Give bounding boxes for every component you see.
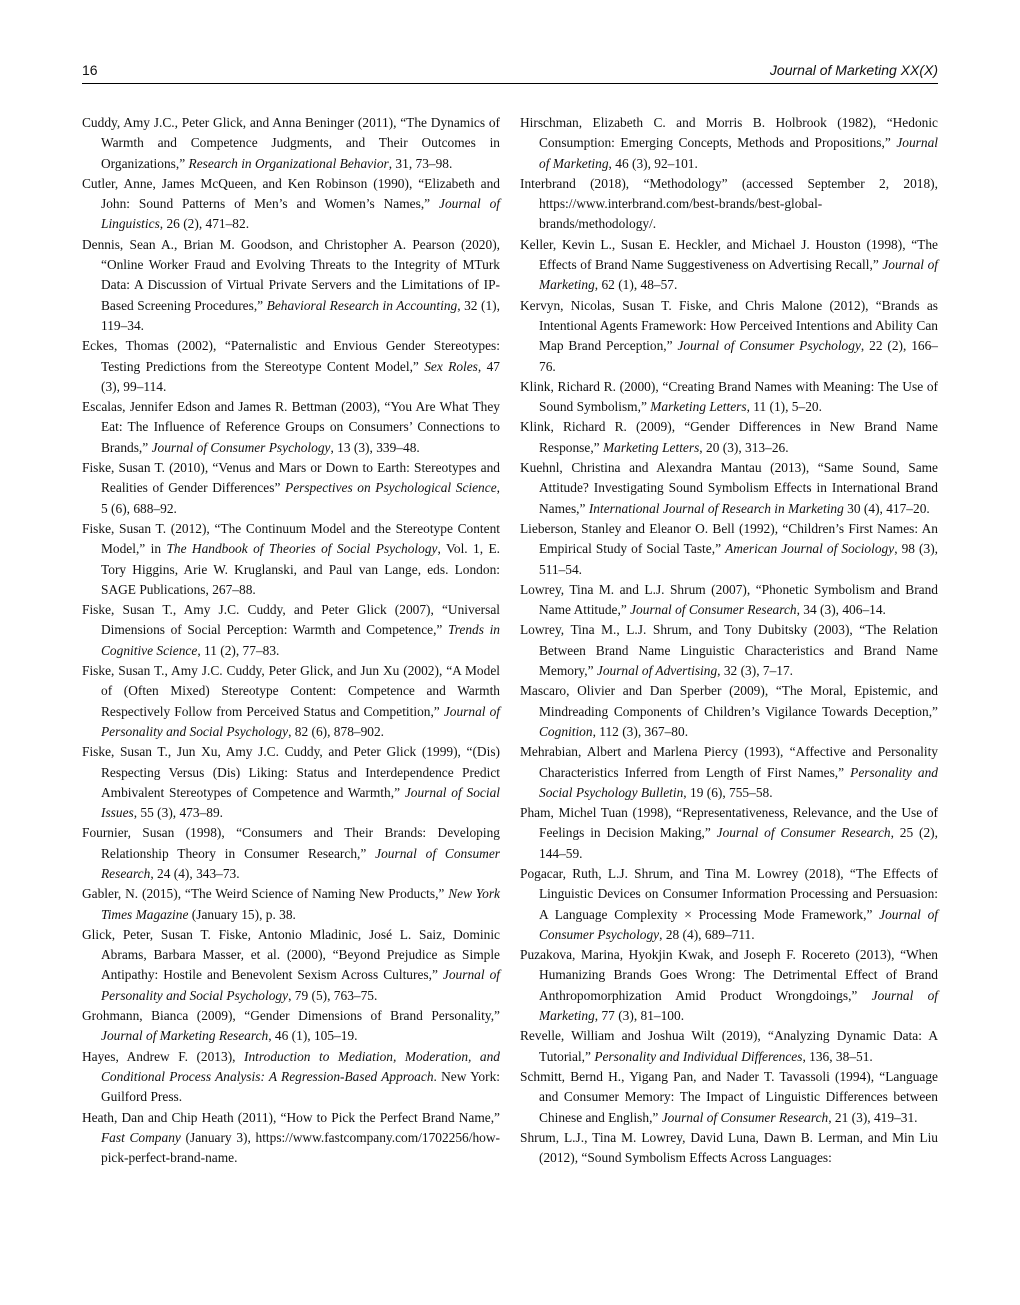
reference-text: Lowrey, Tina M., L.J. Shrum, and Tony Dubitsky (2003), “The Relation Between Brand Name Linguistic Characteristics and Brand Name Memory,” [520, 622, 938, 679]
reference-source-title: Research in Organizational Behavior [188, 155, 389, 171]
reference-source-title: Cognition [539, 723, 593, 739]
reference-citation-details: , 98 (3), 511–54. [539, 541, 938, 577]
reference-citation-details: , 32 (1), 119–34. [101, 297, 500, 333]
reference-text: Mascaro, Olivier and Dan Sperber (2009), “The Moral, Epistemic, and Mindreading Components of Children’s Vigilance Towards Deception,” [520, 683, 938, 719]
reference-source-title: Trends in Cognitive Science [101, 622, 500, 658]
reference-entry [82, 336, 500, 397]
reference-source-title: Journal of Consumer Research [661, 1109, 829, 1125]
reference-source-title: Marketing Letters [602, 439, 700, 455]
reference-citation-details: (January 3), https://www.fastcompany.com/1702256/how-pick-perfect-brand-name. [101, 1129, 500, 1166]
reference-entry [520, 681, 938, 742]
reference-text: Puzakova, Marina, Hyokjin Kwak, and Joseph F. Rocereto (2013), “When Humanizing Brands Goes Wrong: The Detrimental Effect of Brand Anthropomorphization Amid Product Wrongdoings,” [520, 947, 938, 1003]
reference-text: Fiske, Susan T. (2010), “Venus and Mars or Down to Earth: Stereotypes and Realities of Gender Differences” [82, 460, 500, 496]
reference-entry [82, 1108, 500, 1169]
reference-source-title: Journal of Consumer Research [101, 845, 500, 881]
reference-text: Revelle, William and Joshua Wilt (2019), “Analyzing Dynamic Data: A Tutorial,” [520, 1028, 938, 1064]
reference-entry [520, 1026, 938, 1067]
reference-text: Fiske, Susan T., Amy J.C. Cuddy, and Peter Glick (2007), “Universal Dimensions of Social Perception: Warmth and Competence,” [82, 602, 500, 638]
reference-citation-details: , 55 (3), 473–89. [133, 805, 223, 821]
reference-entry [520, 1128, 938, 1169]
reference-source-title: Journal of Consumer Psychology [677, 338, 861, 354]
reference-source-title: Journal of Marketing [539, 257, 938, 293]
reference-citation-details: , 46 (3), 92–101. [608, 155, 698, 171]
reference-source-title: Journal of Marketing Research [101, 1028, 269, 1044]
reference-source-title: Sex Roles [424, 358, 478, 374]
reference-text: Fiske, Susan T., Jun Xu, Amy J.C. Cuddy, and Peter Glick (1999), “(Dis) Respecting Versus (Dis) Liking: Status and Interdependence Predict Ambivalent Stereotypes of Competence and Warmth,” [82, 744, 500, 800]
reference-source-title: Journal of Personality and Social Psychology [101, 703, 500, 739]
reference-citation-details: , 31, 73–98. [388, 155, 453, 171]
reference-text: Pogacar, Ruth, L.J. Shrum, and Tina M. Lowrey (2018), “The Effects of Linguistic Devices on Consumer Information Processing and Persuasion: A Language Complexity × Processing Mode Framework,” [520, 865, 938, 922]
reference-citation-details: , 46 (1), 105–19. [268, 1028, 358, 1044]
reference-entry [520, 742, 938, 803]
reference-entry [520, 1067, 938, 1128]
reference-column-right [520, 113, 938, 1168]
reference-text: Interbrand (2018), “Methodology” (accessed September 2, 2018), https://www.interbrand.com/best-brands/best-global-brands/methodology/. [520, 175, 938, 232]
reference-source-title: Personality and Individual Differences [594, 1048, 803, 1064]
reference-entry [520, 174, 938, 235]
reference-text: Cuddy, Amy J.C., Peter Glick, and Anna Beninger (2011), “The Dynamics of Warmth and Competence Judgments, and Their Outcomes in Organizations,” [82, 115, 500, 171]
reference-entry [520, 519, 938, 580]
reference-citation-details: , 34 (3), 406–14. [796, 602, 886, 618]
reference-citation-details: , 20 (3), 313–26. [699, 439, 789, 455]
reference-text: Shrum, L.J., Tina M. Lowrey, David Luna, Dawn B. Lerman, and Min Liu (2012), “Sound Symbolism Effects Across Languages: [520, 1129, 938, 1166]
reference-text: Klink, Richard R. (2009), “Gender Differences in New Brand Name Response,” [520, 419, 938, 455]
reference-text: Dennis, Sean A., Brian M. Goodson, and Christopher A. Pearson (2020), “Online Worker Fraud and Evolving Threats to the Integrity of MTurk Data: A Discussion of Virtual Private Servers and the Limitations of IP-Based Screening Procedures,” [82, 236, 500, 313]
reference-citation-details: , 28 (4), 689–711. [659, 926, 755, 942]
reference-text: Kuehnl, Christina and Alexandra Mantau (2013), “Same Sound, Same Attitude? Investigating Sound Symbolism Effects in International Brand Names,” [520, 460, 938, 516]
reference-source-title: Introduction to Mediation, Moderation, and Conditional Process Analysis: A Regression-Based Approach [101, 1048, 500, 1084]
reference-entry [82, 823, 500, 884]
reference-source-title: Behavioral Research in Accounting [266, 297, 458, 313]
reference-source-title: Journal of Marketing [539, 987, 939, 1024]
reference-entry [520, 458, 938, 519]
reference-text: Kervyn, Nicolas, Susan T. Fiske, and Chris Malone (2012), “Brands as Intentional Agents Framework: How Perceived Intentions and Ability Can Map Brand Perception,” [520, 297, 938, 354]
reference-citation-details: , 24 (4), 343–73. [150, 865, 240, 881]
reference-source-title: International Journal of Research in Marketing [588, 500, 844, 516]
reference-text: Heath, Dan and Chip Heath (2011), “How to Pick the Perfect Brand Name,” [82, 1109, 500, 1125]
reference-text: Eckes, Thomas (2002), “Paternalistic and Envious Gender Stereotypes: Testing Predictions from the Stereotype Content Model,” [82, 338, 500, 374]
reference-citation-details: (January 15), p. 38. [188, 906, 296, 922]
reference-source-title: Journal of Consumer Research [630, 602, 797, 618]
reference-citation-details: , 5 (6), 688–92. [101, 480, 501, 516]
reference-text: Fournier, Susan (1998), “Consumers and Their Brands: Developing Relationship Theory in Consumer Research,” [82, 825, 500, 861]
reference-source-title: Perspectives on Psychological Science [285, 480, 497, 496]
reference-entry [520, 296, 938, 377]
reference-entry [82, 600, 500, 661]
reference-citation-details: . New York: Guilford Press. [101, 1068, 500, 1105]
reference-citation-details: , 82 (6), 878–902. [288, 723, 385, 739]
reference-entry [520, 945, 938, 1026]
reference-entry [82, 925, 500, 1006]
reference-citation-details: , 22 (2), 166–76. [539, 338, 938, 374]
reference-text: Hayes, Andrew F. (2013), [82, 1048, 245, 1064]
reference-citation-details: , 32 (3), 7–17. [717, 663, 794, 679]
reference-entry [82, 661, 500, 742]
reference-entry [82, 113, 500, 174]
reference-entry [520, 417, 938, 458]
reference-source-title: Journal of Consumer Research [716, 825, 891, 841]
reference-text: Glick, Peter, Susan T. Fiske, Antonio Mladinic, José L. Saiz, Dominic Abrams, Barbara Masser, et al. (2000), “Beyond Prejudice as Simple Antipathy: Hostile and Benevolent Sexism Across Cultures,” [82, 926, 500, 983]
reference-text: Lieberson, Stanley and Eleanor O. Bell (1992), “Children’s First Names: An Empirical Study of Social Taste,” [520, 520, 938, 557]
reference-text: Fiske, Susan T. (2012), “The Continuum Model and the Stereotype Content Model,” in [82, 520, 500, 557]
reference-text: Grohmann, Bianca (2009), “Gender Dimensions of Brand Personality,” [82, 1008, 500, 1024]
reference-column-left [82, 113, 500, 1168]
reference-text: Mehrabian, Albert and Marlena Piercy (1993), “Affective and Personality Characteristics Inferred from Length of First Names,” [520, 744, 938, 780]
reference-citation-details: , 11 (2), 77–83. [197, 642, 280, 658]
reference-source-title: Journal of Personality and Social Psychology [101, 967, 501, 1003]
reference-source-title: New York Times Magazine [101, 886, 500, 922]
journal-name: Journal of Marketing XX(X) [769, 62, 938, 78]
reference-source-title: Marketing Letters [650, 399, 747, 415]
reference-entry [82, 1047, 500, 1108]
reference-citation-details: , 77 (3), 81–100. [594, 1008, 685, 1024]
reference-text: Schmitt, Bernd H., Yigang Pan, and Nader T. Tavassoli (1994), “Language and Consumer Memory: The Impact of Linguistic Differences between Chinese and English,” [520, 1068, 938, 1125]
reference-citation-details: , 13 (3), 339–48. [330, 439, 420, 455]
reference-citation-details: , 11 (1), 5–20. [746, 399, 822, 415]
reference-text: Gabler, N. (2015), “The Weird Science of Naming New Products,” [82, 886, 449, 902]
reference-source-title: Journal of Consumer Psychology [151, 439, 331, 455]
reference-text: Klink, Richard R. (2000), “Creating Brand Names with Meaning: The Use of Sound Symbolism,” [520, 378, 938, 415]
reference-entry [520, 235, 938, 296]
reference-entry [82, 235, 500, 336]
reference-entry [520, 113, 938, 174]
reference-source-title: American Journal of Sociology [725, 541, 895, 557]
reference-text: Keller, Kevin L., Susan E. Heckler, and Michael J. Houston (1998), “The Effects of Brand Name Suggestiveness on Advertising Recall,” [520, 236, 938, 273]
reference-entry [520, 377, 938, 418]
reference-citation-details: , 112 (3), 367–80. [592, 723, 689, 739]
reference-citation-details: , 21 (3), 419–31. [828, 1109, 918, 1125]
running-header [82, 60, 938, 84]
reference-entry [520, 803, 938, 864]
reference-entry [520, 620, 938, 681]
reference-entry [520, 864, 938, 945]
reference-entry [82, 397, 500, 458]
reference-entry [82, 519, 500, 600]
reference-source-title: Journal of Marketing [539, 135, 938, 171]
reference-text: Pham, Michel Tuan (1998), “Representativeness, Relevance, and the Use of Feelings in Decision Making,” [520, 805, 938, 841]
reference-entry [520, 580, 938, 621]
reference-citation-details: , 62 (1), 48–57. [594, 277, 678, 293]
reference-citation-details: 30 (4), 417–20. [843, 500, 930, 516]
reference-text: Cutler, Anne, James McQueen, and Ken Robinson (1990), “Elizabeth and John: Sound Patterns of Men’s and Women’s Names,” [82, 175, 500, 212]
reference-source-title: Journal of Advertising [596, 663, 718, 679]
reference-text: Escalas, Jennifer Edson and James R. Bettman (2003), “You Are What They Eat: The Influence of Reference Groups on Consumers’ Connections to Brands,” [82, 399, 500, 455]
page-number: 16 [82, 62, 98, 78]
reference-entry [82, 742, 500, 823]
reference-text: Fiske, Susan T., Amy J.C. Cuddy, Peter Glick, and Jun Xu (2002), “A Model of (Often Mixed) Stereotype Content: Competence and Warmth Respectively Follow from Perceived Status and Competition,” [82, 663, 500, 719]
reference-source-title: Journal of Linguistics [101, 196, 500, 232]
reference-text: Lowrey, Tina M. and L.J. Shrum (2007), “Phonetic Symbolism and Brand Name Attitude,” [520, 581, 938, 618]
reference-source-title: Personality and Social Psychology Bulletin [539, 764, 939, 800]
reference-entry [82, 458, 500, 519]
reference-citation-details: , 26 (2), 471–82. [159, 216, 250, 232]
reference-entry [82, 884, 500, 925]
reference-text: Hirschman, Elizabeth C. and Morris B. Holbrook (1982), “Hedonic Consumption: Emerging Concepts, Methods and Propositions,” [520, 115, 938, 151]
reference-entry [82, 174, 500, 235]
reference-entry [82, 1006, 500, 1047]
reference-source-title: Journal of Social Issues [101, 784, 500, 821]
reference-citation-details: , 136, 38–51. [802, 1048, 873, 1064]
reference-source-title: The Handbook of Theories of Social Psychology [166, 541, 438, 557]
reference-citation-details: , 19 (6), 755–58. [683, 784, 773, 800]
reference-citation-details: , 79 (5), 763–75. [288, 987, 378, 1003]
reference-citation-details: , Vol. 1, E. Tory Higgins, Arie W. Kruglanski, and Paul van Lange, eds. London: SAGE Publications, 267–88. [101, 541, 500, 597]
reference-citation-details: , 25 (2), 144–59. [539, 825, 938, 861]
reference-citation-details: , 47 (3), 99–114. [101, 358, 500, 394]
reference-source-title: Fast Company [101, 1129, 181, 1145]
reference-source-title: Journal of Consumer Psychology [539, 906, 938, 942]
